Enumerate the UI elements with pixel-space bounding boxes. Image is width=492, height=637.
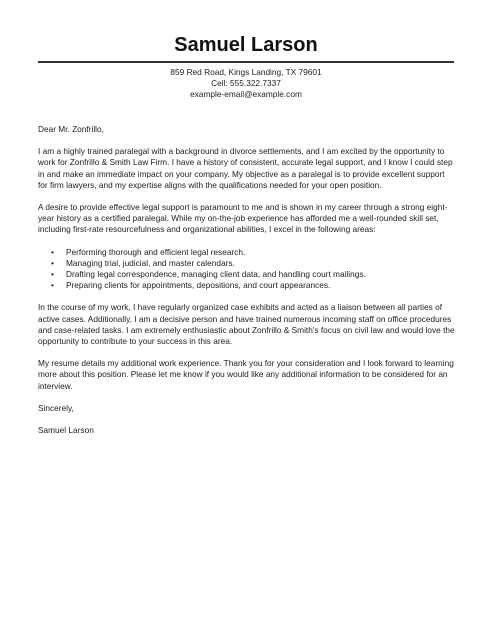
bullet-icon: • [51,246,54,257]
paragraph-closing: My resume details my additional work experience. Thank you for your consideration and I look forward to learning more about this position. Please let me know if you would like any additional information to be considered for an interview. [38,358,454,391]
paragraph-experience: In the course of my work, I have regularly organized case exhibits and acted as a liaison between all parties of active cases. Additionally, I am a decisive person and have trained numerous incoming staff on office procedures and case-related tasks. I am extremely enthusiastic about Zonfrillo & Smith's focus on civil law and would love the opportunity to contribute to your success in this area. [38,302,455,347]
applicant-name: Samuel Larson [174,34,318,56]
bullet-icon: • [51,269,54,280]
signature-name: Samuel Larson [38,425,94,436]
letter-body [38,124,456,447]
list-item-text: Preparing clients for appointments, depositions, and court appearances. [66,280,331,291]
bullet-icon: • [51,280,54,291]
list-item-text: Drafting legal correspondence, managing client data, and handling court mailings. [66,269,366,280]
salutation: Dear Mr. Zonfrillo, [38,124,104,134]
paragraph-intro: I am a highly trained paralegal with a background in divorce settlements, and I am excited by the opportunity to work for Zonfrillo & Smith Law Firm. I have a history of consistent, accurate legal support, and I know I could step in and make an immediate impact on your company. My objective as a paralegal is to provide excellent support for firm lawyers, and my expertise aligns with the qualifications needed for your open position. [38,146,453,190]
list-item-text: Managing trial, judicial, and master calendars. [66,257,235,268]
list-item [51,269,456,280]
closing-salutation: Sincerely, [38,402,74,413]
list-item [51,246,456,258]
list-item [51,280,456,291]
list-item [51,257,456,269]
header-divider [38,61,454,63]
paragraph-skills: A desire to provide effective legal support is paramount to me and is shown in my career through a strong eight-year history as a certified paralegal. While my on-the-job experience has afforded me a well-rounded skill set, including first-rate resourcefulness and organizational abilities, I excel in the following areas: [38,202,448,235]
phone-line: Cell: 555.322.7337 [211,78,281,88]
contact-block [0,67,492,100]
list-item-text: Performing thorough and efficient legal research. [66,246,246,257]
bullet-icon: • [51,257,54,268]
address-line: 859 Red Road, Kings Landing, TX 79601 [170,67,322,77]
skills-list [38,247,456,292]
email-line: example-email@example.com [190,89,302,99]
